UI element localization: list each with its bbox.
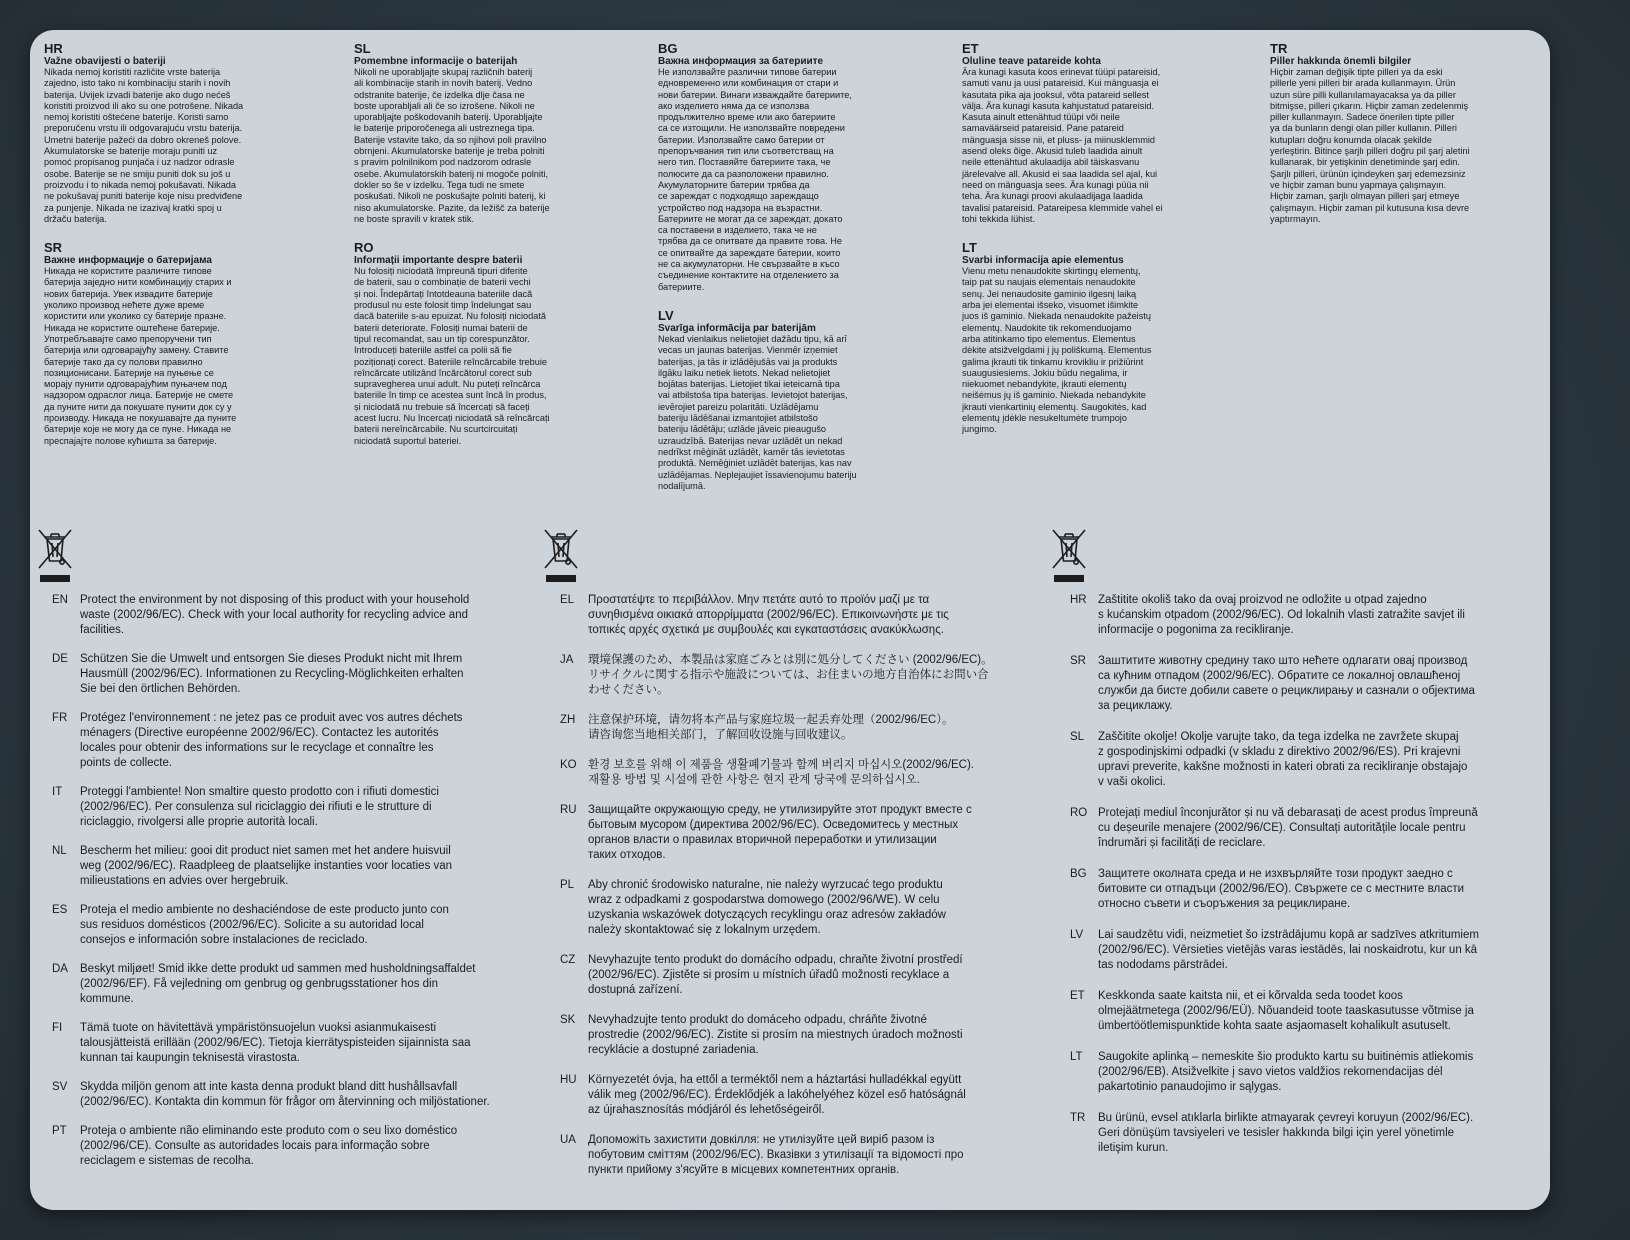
battery-block-et bbox=[962, 42, 1217, 225]
language-code: SR bbox=[1070, 655, 1086, 667]
language-code: PL bbox=[560, 879, 575, 891]
disposal-item-zh bbox=[560, 713, 1036, 743]
disposal-item-fi bbox=[52, 1021, 534, 1066]
disposal-item-en bbox=[52, 593, 534, 638]
disposal-item-sr bbox=[1070, 654, 1542, 714]
battery-text: Не използвайте различни типове батерии едновременно или комбинация от стари и нови батерии. Винаги изваждайте батериите, ако изделието няма да се използва продължително време или ако батериите са се изтощили. Не използвайте повредени батерии. Използвайте само батерии от препоръчвания тип или съответстващ на него тип. Поставяйте батериите така, че полюсите да са разположени правилно. Акумулаторните батерии трябва да се зареждат с подходящо зареждащо устройство под надзора на възрастни. Батериите не могат да се зареждат, докато са поставени в изделието, така че не трябва да се опитвате да правите това. Не се опитвайте да зареждате батерии, които не са акумулаторни. Не свързвайте в късо съединение контактите на отделението за батериите. bbox=[658, 67, 852, 292]
disposal-text: Protégez l'environnement : ne jetez pas ce produit avec vos autres déchets ménagers (Directive européenne 2002/96/EC). Contactez les autorités locales pour obtenir des informations sur le recyclage et connaître les points de collecte. bbox=[80, 712, 463, 769]
battery-text: Hiçbir zaman değişik tipte pilleri ya da eski pillerle yeni pilleri bir arada kullanmayın. Ürün uzun süre pilli kullanılamayacaksa ya da piller bitmişse, pilleri çıkarın. Hiçbir zaman zedelenmiş piller kullanmayın. Sadece önerilen tipte piller ya da bunların dengi olan piller kullanın. Pilleri kutupları doğru konumda olacak şekilde yerleştirin. Bitince şarjlı pilleri doğru pil şarj aletini kullanarak, bir yetişkinin denetiminde şarj edin. Şarjlı pilleri, ürünün içindeyken şarj edemezsiniz ve hiçbir zaman bunu yapmaya çalışmayın. Hiçbir zaman, şarjlı olmayan pilleri şarj etmeye çalışmayın. Hiçbir zaman pil kutusuna kısa devre yaptırmayın. bbox=[1270, 67, 1470, 224]
language-code: KO bbox=[560, 759, 577, 771]
battery-column-1 bbox=[44, 42, 299, 463]
battery-heading: Informații importante despre baterii bbox=[354, 255, 523, 267]
disposal-text: Защищайте окружающую среду, не утилизируйте этот продукт вместе с бытовым мусором (директива 2002/96/EC). Осведомитесь у местных органов власти о правилах вторичной переработки и утилизации таких отходов. bbox=[588, 804, 972, 861]
battery-heading: Oluline teave patareide kohta bbox=[962, 56, 1101, 67]
disposal-text: 環境保護のため、本製品は家庭ごみとは別に処分してください (2002/96/EC)。 リサイクルに関する指示や施設については、お住まいの地方自治体にお問い合 わせください。 bbox=[588, 654, 993, 696]
disposal-item-ko bbox=[560, 758, 1036, 788]
disposal-text: Bescherm het milieu: gooi dit product niet samen met het andere huisvuil weg (2002/96/EC). Raadpleeg de plaatselijke instanties voor locaties van milieustations en advies over hergebruik. bbox=[80, 845, 453, 887]
language-code: FR bbox=[52, 712, 68, 724]
disposal-text: Keskkonda saate kaitsta nii, et ei kõrvalda seda toodet koos olmejäätmetega (2002/96/EÜ). Nõuandeid toote taaskasutusse võtmise ja ümbertöötlemispunktide kohta saate asjaomaselt kohalikult asutuselt. bbox=[1098, 990, 1474, 1032]
disposal-column-3 bbox=[1070, 593, 1542, 1156]
disposal-text: Bu ürünü, evsel atıklarla birlikte atmayarak çevreyi koruyun (2002/96/EC). Geri dönüşüm tavsiyeleri ve tesisler hakkında bilgi için yerel yönetimle iletişim kurun. bbox=[1098, 1112, 1474, 1154]
battery-block-lt bbox=[962, 241, 1217, 435]
instruction-sheet bbox=[30, 30, 1550, 1210]
battery-text: Никада не користите различите типове батерија заједно нити комбинацију старих и нових батерија. Увек извадите батерије уколико производ нећете дуже време користити или уколико су батерије празне. Никада не користите оштећене батерије. Употребљавајте само препоручени тип батерија или одговарајућу замену. Ставите батерије тако да су полови правилно позиционисани. Батерије на пуњење се морају пунити одговарајућим пуњачем под надзором одраслог лица. Батерије не смете да пуните нити да покушате пунити док су у производу. Никада не покушавајте да пуните батерије које не могу да се пуне. Никада не преспајајте полове кућишта за батерије. bbox=[44, 266, 237, 446]
language-code: RU bbox=[560, 804, 577, 816]
battery-heading: Важна информация за батериите bbox=[658, 56, 824, 67]
battery-block-sr bbox=[44, 241, 299, 447]
disposal-text: 환경 보호를 위해 이 제품을 생활폐기물과 함께 버리지 마십시오(2002/96/EC). 재활용 방법 및 시설에 관한 사항은 현지 관계 당국에 문의하십시오. bbox=[588, 759, 974, 786]
disposal-text: Proteja el medio ambiente no deshaciéndose de este producto junto con sus residuos domésticos (2002/96/EC). Solicite a su autoridad local consejos e información sobre instalaciones de reciclado. bbox=[80, 904, 449, 946]
battery-text: Nikada nemoj koristiti različite vrste baterija zajedno, isto tako ni kombinaciju starih i novih baterija. Uvijek izvadi baterije ako dugo nećeš koristiti proizvod ili ako su one potrošene. Nikada nemoj koristiti oštećene baterije. Koristi samo preporučenu vrstu ili odgovarajuću vrstu baterija. Umetni baterije pažeći da dobro okreneš polove. Akumulatorske se baterije moraju puniti uz pomoć propisanog punjača i uz nadzor odrasle osobe. Baterije se ne smiju puniti dok su još u proizvodu i to nikada nemoj pokušavati. Nikada ne pokušavaj puniti baterije koje nisu predviđene za punjenje. Nikada ne izazivaj kratki spoj u držaču baterija. bbox=[44, 67, 244, 224]
disposal-item-lv bbox=[1070, 928, 1542, 973]
battery-block-hr bbox=[44, 42, 299, 225]
language-code: TR bbox=[1270, 41, 1288, 56]
language-code: SL bbox=[354, 41, 371, 56]
language-code: LV bbox=[1070, 929, 1084, 941]
battery-heading: Важне информације о батеријама bbox=[44, 255, 212, 267]
disposal-item-ru bbox=[560, 803, 1036, 863]
language-code: BG bbox=[1070, 868, 1087, 880]
disposal-text: 注意保护环境，请勿将本产品与家庭垃圾一起丢弃处理（2002/96/EC）。 请咨询您当地相关部门，了解回收设施与回收建议。 bbox=[588, 714, 954, 741]
crossed-out-wheelie-bin-icon bbox=[1050, 528, 1088, 584]
battery-text: Nekad vienlaikus nelietojiet dažādu tipu, kā arī vecas un jaunas baterijas. Vienmēr izņemiet baterijas, ja tās ir izlādējušās vai ja produkts ilgāku laiku netiek lietots. Nekad nelietojiet bojātas baterijas. Lietojiet tikai ieteicamā tipa vai atbilstoša tipa baterijas. Ievietojot baterijas, ievērojiet pareizu polaritāti. Uzlādējamu bateriju lādēšanai izmantojiet atbilstošo bateriju lādētāju; uzlāde jāveic pieaugušo uzraudzībā. Baterijas nevar uzlādēt un nekad nedrīkst mēģināt uzlādēt, kamēr tās ievietotas produktā. Nemēģiniet uzlādēt baterijas, kas nav uzlādējamas. Neplejaujiet īssavienojumu bateriju nodalījumā. bbox=[658, 333, 857, 491]
language-code: IT bbox=[52, 786, 63, 798]
disposal-item-nl bbox=[52, 844, 534, 889]
disposal-item-pt bbox=[52, 1124, 534, 1169]
battery-column-4 bbox=[962, 42, 1217, 452]
disposal-item-hu bbox=[560, 1073, 1036, 1118]
disposal-text: Допоможіть захистити довкілля: не утилізуйте цей виріб разом із побутовим сміттям (2002/96/EC). Вказівки з утилізації та відомості про пункти прийому з'ясуйте в місцевих компетентних органів. bbox=[588, 1134, 964, 1176]
language-code: JA bbox=[560, 654, 574, 666]
disposal-item-ua bbox=[560, 1133, 1036, 1178]
language-code: FI bbox=[52, 1022, 63, 1034]
disposal-text: Saugokite aplinką – nemeskite šio produkto kartu su buitinėmis atliekomis (2002/96/EB). Atsižvelkite į savo vietos valdžios rekomendacijas dėl pakartotinio panaudojimo ir sąlygas. bbox=[1098, 1051, 1474, 1093]
language-code: ZH bbox=[560, 714, 576, 726]
language-code: BG bbox=[658, 41, 678, 56]
language-code: LT bbox=[1070, 1051, 1083, 1063]
disposal-text: Protect the environment by not disposing of this product with your household waste (2002/96/EC). Check with your local authority for recycling advice and facilities. bbox=[80, 594, 470, 636]
language-code: RO bbox=[354, 240, 374, 256]
disposal-column-2 bbox=[560, 593, 1036, 1178]
battery-column-5 bbox=[1270, 42, 1525, 241]
language-code: HR bbox=[44, 41, 63, 56]
disposal-item-ro bbox=[1070, 806, 1542, 851]
disposal-item-sk bbox=[560, 1013, 1036, 1058]
language-code: ET bbox=[1070, 990, 1085, 1002]
disposal-text: Beskyt miljøet! Smid ikke dette produkt ud sammen med husholdningsaffaldet (2002/96/EF). Få vejledning om genbrug og genbrugsstationer hos din kommune. bbox=[80, 963, 476, 1005]
battery-block-lv bbox=[658, 309, 913, 492]
disposal-text: Zaščitite okolje! Okolje varujte tako, da tega izdelka ne zavržete skupaj z gospodinjskimi odpadki (v skladu z direktivo 2002/96/ES). Pri krajevni upravi preverite, kakšne možnosti in kateri obrati za recikliranje obstajajo v vaši okolici. bbox=[1098, 731, 1468, 788]
language-code: SV bbox=[52, 1081, 68, 1093]
crossed-out-wheelie-bin-icon bbox=[542, 528, 580, 584]
disposal-item-hr bbox=[1070, 593, 1542, 638]
language-code: TR bbox=[1070, 1112, 1086, 1124]
disposal-text: Tämä tuote on hävitettävä ympäristönsuojelun vuoksi asianmukaisesti talousjätteistä erillään (2002/96/EC). Tietoja kierrätyspisteiden sijainnista saa kunnan tai kaupungin teknisestä virastosta. bbox=[80, 1022, 471, 1064]
language-code: HR bbox=[1070, 594, 1087, 606]
disposal-text: Προστατέψτε το περιβάλλον. Μην πετάτε αυτό το προϊόν μαζί με τα συνηθισμένα οικιακά απορρίμματα (2002/96/EC). Επικοινωνήστε με τις τοπικές αρχές σχετικά με συμβουλές και εγκαταστάσεις ανακύκλωσης. bbox=[588, 594, 949, 636]
disposal-text: Környezetét óvja, ha ettől a terméktől nem a háztartási hulladékkal együtt válik meg (2002/96/EC). Érdeklődjék a lakóhelyéhez közel eső hatóságnál az újrahasznosítás módjáról és lehetőségeiről. bbox=[588, 1074, 966, 1116]
disposal-item-de bbox=[52, 652, 534, 697]
disposal-item-et bbox=[1070, 989, 1542, 1034]
disposal-text: Заштитите животну средину тако што нећете одлагати овај производ са кућним отпадом (2002/96/EC). Обратите се локалној овлашћеној служби да бисте добили савете о рециклирању и сазнали о објектима за рециклажу. bbox=[1098, 655, 1475, 712]
disposal-text: Proteggi l'ambiente! Non smaltire questo prodotto con i rifiuti domestici (2002/96/EC). Per consulenza sul riciclaggio dei rifiuti e le strutture di riciclaggio, rivolgersi alle proprie autorità locali. bbox=[80, 786, 439, 828]
language-code: ES bbox=[52, 904, 68, 916]
disposal-item-cz bbox=[560, 953, 1036, 998]
battery-heading: Važne obavijesti o bateriji bbox=[44, 56, 166, 67]
battery-heading: Svarbi informacija apie elementus bbox=[962, 255, 1124, 267]
battery-heading: Svarīga informācija par baterijām bbox=[658, 322, 816, 334]
language-code: SL bbox=[1070, 731, 1085, 743]
disposal-item-bg bbox=[1070, 867, 1542, 912]
battery-block-ro bbox=[354, 241, 609, 447]
disposal-text: Zaštitite okoliš tako da ovaj proizvod ne odložite u otpad zajedno s kućanskim otpadom (2002/96/EC). Od lokalnih vlasti zatražite savjet ili informacije o pogonima za recikliranje. bbox=[1098, 594, 1465, 636]
disposal-text: Proteja o ambiente não eliminando este produto com o seu lixo doméstico (2002/96/CE). Consulte as autoridades locais para informação sobre reciclagem e sistemas de recolha. bbox=[80, 1125, 458, 1167]
battery-column-3 bbox=[658, 42, 913, 508]
disposal-item-it bbox=[52, 785, 534, 830]
disposal-item-sv bbox=[52, 1080, 534, 1110]
language-code: DA bbox=[52, 963, 68, 975]
language-code: DE bbox=[52, 653, 68, 665]
language-code: EN bbox=[52, 594, 68, 606]
disposal-item-tr bbox=[1070, 1111, 1542, 1156]
battery-block-tr bbox=[1270, 42, 1525, 225]
language-code: SK bbox=[560, 1014, 576, 1026]
disposal-item-lt bbox=[1070, 1050, 1542, 1095]
language-code: UA bbox=[560, 1134, 576, 1146]
battery-column-2 bbox=[354, 42, 609, 463]
disposal-text: Nevyhadzujte tento produkt do domáceho odpadu, chráňte životné prostredie (2002/96/EC). Zistite si prosím na miestnych úradoch možnosti recyklácie a dostupné zariadenia. bbox=[588, 1014, 963, 1056]
disposal-item-fr bbox=[52, 711, 534, 771]
disposal-text: Lai saudzētu vidi, neizmetiet šo izstrādājumu kopā ar sadzīves atkritumiem (2002/96/EC). Vērsieties vietējās varas iestādēs, lai noskaidrotu, kur un kā tas nododams pārstrādei. bbox=[1098, 929, 1479, 971]
battery-heading: Pomembne informacije o baterijah bbox=[354, 56, 518, 67]
disposal-item-da bbox=[52, 962, 534, 1007]
language-code: PT bbox=[52, 1125, 67, 1137]
language-code: LV bbox=[658, 307, 674, 323]
battery-text: Ära kunagi kasuta koos erinevat tüüpi patareisid, samuti vanu ja uusi patareisid. Kui mänguasja ei kasutata pika aja jooksul, võta patareid sellest välja. Ära kunagi kasuta kahjustatud patareisid. Kasuta ainult ettenähtud tüüpi või neile samaväärseid patareisid. Pane patareid mänguasja sisse nii, et pluss- ja miinusklemmid asend oleks õige. Akusid tuleb laadida ainult neile ettenähtud akulaadija abil täiskasvanu järelevalve all. Akusid ei saa laadida sel ajal, kui need on mänguasja sees. Ära kunagi püüa nii teha. Ära kunagi proovi akulaadijaga laadida tavalisi patareisid. Patareipesa klemmide vahel ei tohi tekkida lühist. bbox=[962, 67, 1163, 224]
language-code: NL bbox=[52, 845, 67, 857]
language-code: RO bbox=[1070, 807, 1088, 819]
language-code: SR bbox=[44, 240, 63, 256]
disposal-item-pl bbox=[560, 878, 1036, 938]
disposal-text: Protejați mediul înconjurător și nu vă debarasați de acest produs împreună cu deșeurile menajere (2002/96/CE). Consultați autoritățile locale pentru îndrumări și facilități de reciclare. bbox=[1098, 807, 1478, 849]
disposal-text: Nevyhazujte tento produkt do domácího odpadu, chraňte životní prostředí (2002/96/EC). Zjistěte si prosím u místních úřadů možnosti recyklace a dostupná zařízení. bbox=[588, 954, 963, 996]
disposal-item-ja bbox=[560, 653, 1036, 698]
crossed-out-wheelie-bin-icon bbox=[36, 528, 74, 584]
disposal-text: Schützen Sie die Umwelt und entsorgen Sie dieses Produkt nicht mit Ihrem Hausmüll (2002/96/EC). Informationen zu Recycling-Möglichkeiten erhalten Sie bei den örtlichen Behörden. bbox=[80, 653, 464, 695]
language-code: ET bbox=[962, 41, 979, 56]
battery-text: Nikoli ne uporabljajte skupaj različnih baterij ali kombinacije starih in novih baterij. Vedno odstranite baterije, če izdelka dlje časa ne boste uporabljali ali če so izrošene. Nikoli ne uporabljajte poškodovanih baterij. Uporabljajte le baterije priporočenega ali ustreznega tipa. Baterije vstavite tako, da so njihovi poli pravilno obrnjeni. Akumulatorske baterije je treba polniti s pravim polnilnikom pod nadzorom odrasle osebe. Akumulatorskih baterij ni mogoče polniti, dokler so še v izdelku. Tega tudi ne smete poskušati. Nikoli ne poskušajte polniti baterij, ki niso akumulatorske. Pazite, da ležišč za baterije ne boste spravili v kratek stik. bbox=[354, 67, 550, 224]
battery-text: Vienu metu nenaudokite skirtingų elementų, taip pat su naujais elementais nenaudokite senų. Jei nenaudosite gaminio ilgesnį laiką arba jei elementai išseko, visuomet išimkite juos iš gaminio. Niekada nenaudokite pažeistų elementų. Naudokite tik rekomenduojamo arba atitinkamo tipo elementus. Elementus dėkite atsižvelgdami į jų poliškumą. Elementus galima įkrauti tik tinkamu krovikliu ir prižiūrint suaugusiesiems. Jokiu būdu negalima, ir niekuomet nebandykite, įkrauti elementų neišėmus jų iš gaminio. Niekada nebandykite įkrauti vienkartinių elementų. Saugokitės, kad elementų įdėkle nesukeltumėte trumpojo jungimo. bbox=[962, 266, 1152, 435]
language-code: CZ bbox=[560, 954, 576, 966]
disposal-item-es bbox=[52, 903, 534, 948]
disposal-item-sl bbox=[1070, 730, 1542, 790]
language-code: EL bbox=[560, 594, 575, 606]
language-code: LT bbox=[962, 240, 977, 256]
battery-block-sl bbox=[354, 42, 609, 225]
disposal-text: Skydda miljön genom att inte kasta denna produkt bland ditt hushållsavfall (2002/96/EC). Kontakta din kommun för frågor om återvinning och miljöstationer. bbox=[80, 1081, 490, 1108]
battery-block-bg bbox=[658, 42, 913, 293]
language-code: HU bbox=[560, 1074, 577, 1086]
battery-text: Nu folosiți niciodată împreună tipuri diferite de baterii, sau o combinație de baterii vechi și noi. Îndepărtați întotdeauna bateriile dacă produsul nu este folosit timp îndelungat sau dacă bateriile s-au epuizat. Nu folosiți niciodată baterii deteriorate. Folosiți numai baterii de tipul recomandat, sau un tip corespunzător. Introduceți bateriile astfel ca polii să fie poziționați corect. Bateriile reîncărcabile trebuie reîncărcate utilizând încărcătorul corect sub supravegherea unui adult. Nu puteți reîncărca bateriile în timp ce acestea sunt încă în produs, și niciodată nu trebuie să încercați să faceți acest lucru. Nu încercați niciodată să reîncărcați baterii nereîncărcabile. Nu scurtcircuitați niciodată suportul bateriei. bbox=[354, 266, 550, 446]
battery-heading: Piller hakkında önemli bilgiler bbox=[1270, 56, 1412, 67]
disposal-column-1 bbox=[52, 593, 534, 1169]
disposal-text: Защитете околната среда и не изхвърляйте този продукт заедно с битовите си отпадъци (2002/96/EO). Свържете се с местните власти относно съвети и съоръжения за рециклиране. bbox=[1098, 868, 1465, 910]
disposal-item-el bbox=[560, 593, 1036, 638]
disposal-text: Aby chronić środowisko naturalne, nie należy wyrzucać tego produktu wraz z odpadkami z gospodarstwa domowego (2002/96/WE). W celu uzyskania wskazówek dotyczących recyklingu oraz adresów zakładów należy skontaktować się z lokalnym urzędem. bbox=[588, 879, 946, 936]
